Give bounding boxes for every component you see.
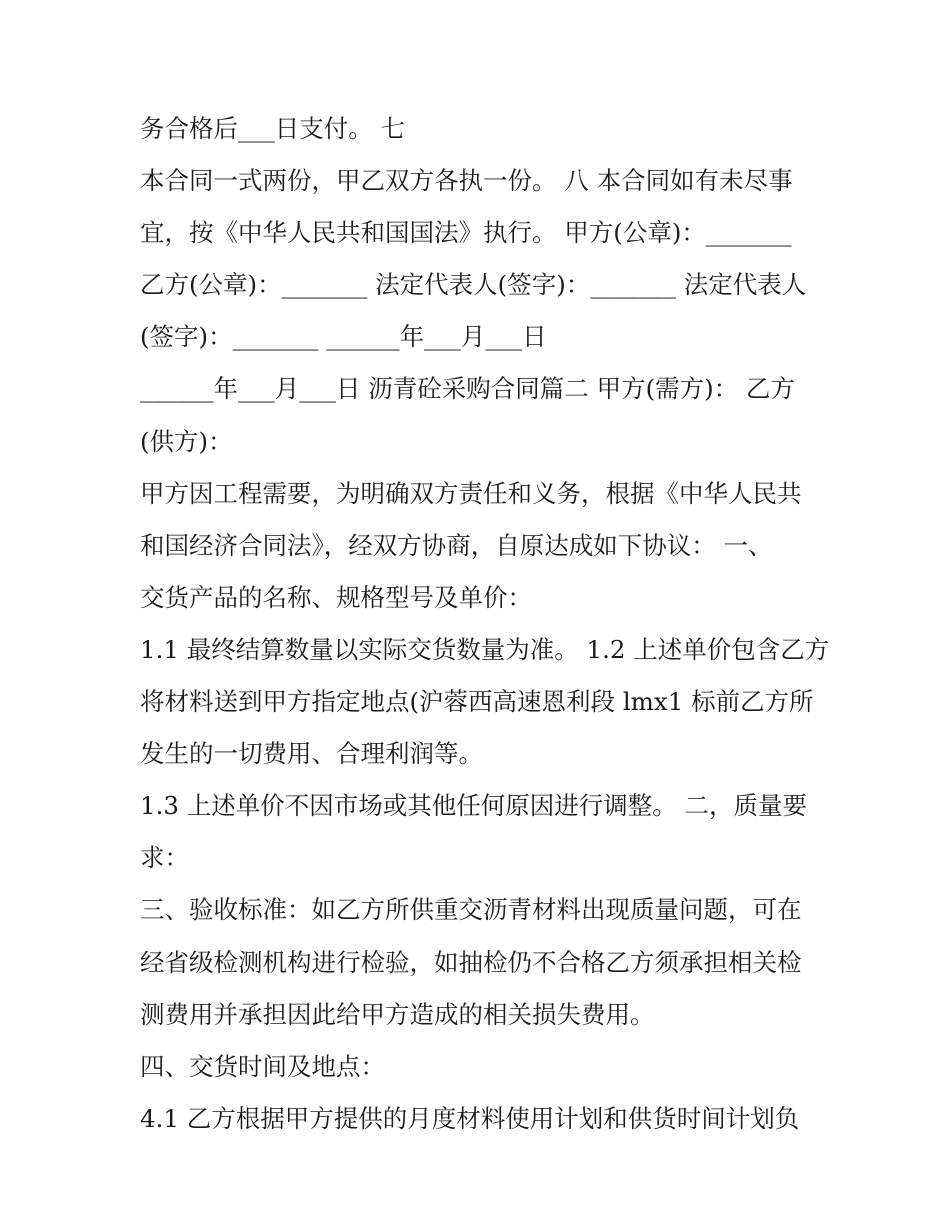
text-line: 四、交货时间及地点： xyxy=(140,1051,385,1081)
text-line: 务合格后___日支付。 七 xyxy=(140,114,406,143)
text-line: 1.3 上述单价不因市场或其他任何原因进行调整。 二，质量要 xyxy=(140,791,808,821)
text-line: 三、验收标准：如乙方所供重交沥青材料出现质量问题，可在 xyxy=(140,895,802,925)
text-line: 交货产品的名称、规格型号及单价： xyxy=(140,582,532,612)
text-line: 4.1 乙方根据甲方提供的月度材料使用计划和供货时间计划负 xyxy=(140,1103,800,1133)
text-line: 1.1 最终结算数量以实际交货数量为准。 1.2 上述单价包含乙方 xyxy=(140,634,830,664)
text-line: 本合同一式两份，甲乙双方各执一份。 八 本合同如有未尽事 xyxy=(140,166,793,196)
text-line: 甲方因工程需要，为明确双方责任和义务，根据《中华人民共 xyxy=(140,478,802,508)
text-line: 经省级检测机构进行检验，如抽检仍不合格乙方须承担相关检 xyxy=(140,947,802,977)
text-line: 和国经济合同法》，经双方协商，自原达成如下协议： 一、 xyxy=(140,530,773,560)
text-line: 发生的一切费用、合理利润等。 xyxy=(140,739,483,769)
text-line: 将材料送到甲方指定地点(沪蓉西高速恩利段 lmx1 标前乙方所 xyxy=(140,687,814,717)
text-line: 测费用并承担因此给甲方造成的相关损失费用。 xyxy=(140,999,655,1029)
text-line: (供方)： xyxy=(140,426,233,456)
document-body xyxy=(140,109,830,1151)
text-line: (签字)：_______ ______年___月___日 xyxy=(140,322,547,352)
text-line: 宜，按《中华人民共和国国法》执行。 甲方(公章)：_______ xyxy=(140,218,792,248)
text-line: 求： xyxy=(140,843,189,873)
text-line: 乙方(公章)：_______ 法定代表人(签字)：_______ 法定代表人 xyxy=(140,270,807,300)
text-line: ______年___月___日 沥青砼采购合同篇二 甲方(需方)： 乙方 xyxy=(140,374,795,404)
